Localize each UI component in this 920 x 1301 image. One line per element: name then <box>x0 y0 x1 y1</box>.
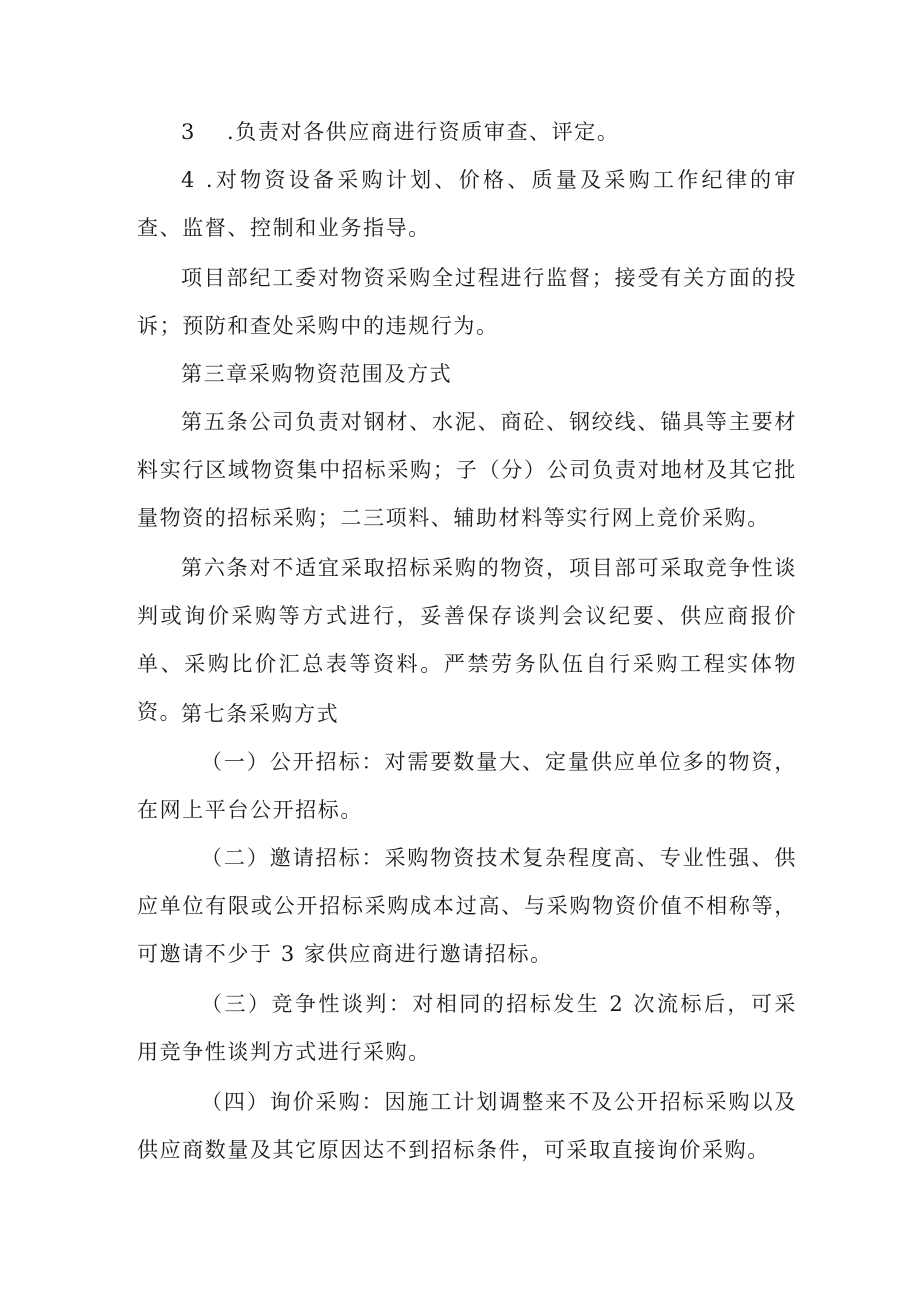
article-6: 第六条对不适宜采取招标采购的物资，项目部可采取竞争性谈判或询价采购等方式进行，妥善保存谈判会议纪要、供应商报价单、采购比价汇总表等资料。严禁劳务队伍自行采购工程实体物资。 <box>137 556 797 724</box>
method-open-tender: （一）公开招标：对需要数量大、定量供应单位多的物资，在网上平台公开招标。 <box>137 750 797 822</box>
chapter-heading: 第三章采购物资范围及方式 <box>181 362 453 386</box>
article-7-heading: 第七条采购方式 <box>181 702 340 726</box>
method-invited-tender: （二）邀请招标：采购物资技术复杂程度高、专业性强、供应单位有限或公开招标采购成本过高、与采购物资价值不相称等，可邀请不少于 3 家供应商进行邀请招标。 <box>137 846 797 966</box>
method-inquiry-procurement: （四）询价采购：因施工计划调整来不及公开招标采购以及供应商数量及其它原因达不到招标条件，可采取直接询价采购。 <box>137 1090 797 1162</box>
article-5: 第五条公司负责对钢材、水泥、商砼、钢绞线、锚具等主要材料实行区域物资集中招标采购；子（分）公司负责对地材及其它批量物资的招标采购；二三项料、辅助材料等实行网上竞价采购。 <box>137 410 797 530</box>
item-text: .负责对各供应商进行资质审查、评定。 <box>227 120 620 144</box>
method-competitive-negotiation: （三）竞争性谈判：对相同的招标发生 2 次流标后，可采用竞争性谈判方式进行采购。 <box>137 992 797 1064</box>
paragraph-supervision: 项目部纪工委对物资采购全过程进行监督；接受有关方面的投诉；预防和查处采购中的违规行为。 <box>137 266 797 338</box>
list-item-3 <box>181 108 619 156</box>
paragraph-item-4: 4 .对物资设备采购计划、价格、质量及采购工作纪律的审查、监督、控制和业务指导。 <box>137 168 797 240</box>
item-number: 3 <box>181 120 196 144</box>
